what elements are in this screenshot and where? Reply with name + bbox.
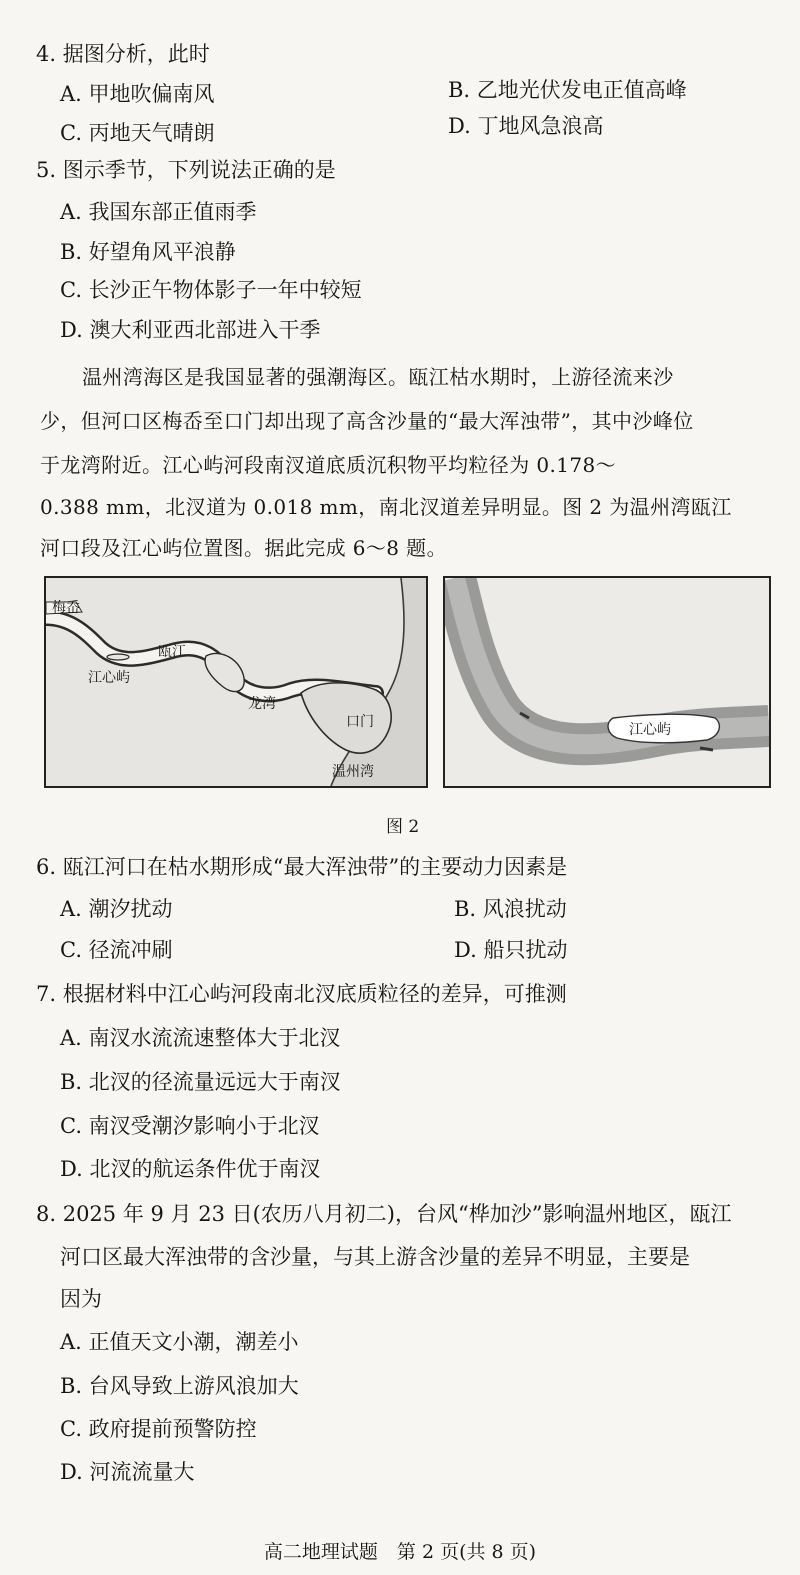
- q5-option-a: A. 我国东部正值雨季: [60, 200, 257, 224]
- q7-option-d: D. 北汊的航运条件优于南汊: [60, 1157, 321, 1181]
- q7-option-b: B. 北汊的径流量远远大于南汊: [60, 1070, 341, 1094]
- q8-option-c: C. 政府提前预警防控: [60, 1417, 257, 1441]
- material-line-5: 河口段及江心屿位置图。据此完成 6～8 题。: [40, 536, 447, 560]
- q4-stem: 4. 据图分析，此时: [36, 42, 210, 66]
- q8-option-a: A. 正值天文小潮，潮差小: [60, 1330, 299, 1354]
- q8-stem-line-2: 河口区最大浑浊带的含沙量，与其上游含沙量的差异不明显，主要是: [60, 1245, 690, 1269]
- label-meiao: 梅岙: [52, 600, 80, 616]
- q5-option-c: C. 长沙正午物体影子一年中较短: [60, 278, 362, 302]
- figure-caption: 图 2: [386, 817, 420, 837]
- q6-option-a: A. 潮汐扰动: [60, 897, 173, 921]
- page-footer: 高二地理试题 第 2 页(共 8 页): [263, 1541, 537, 1563]
- q4-option-a: A. 甲地吹偏南风: [60, 82, 215, 106]
- q4-option-c: C. 丙地天气晴朗: [60, 121, 215, 145]
- label-jiangxinyu-left: 江心屿: [88, 670, 130, 686]
- q6-option-b: B. 风浪扰动: [454, 897, 567, 921]
- label-oujiang: 瓯江: [158, 644, 186, 660]
- q4-option-d: D. 丁地风急浪高: [448, 114, 604, 138]
- q8-stem-line-3: 因为: [60, 1287, 102, 1311]
- q6-option-c: C. 径流冲刷: [60, 938, 173, 962]
- material-line-4: 0.388 mm，北汊道为 0.018 mm，南北汊道差异明显。图 2 为温州湾瓯江: [40, 495, 732, 519]
- q8-option-b: B. 台风导致上游风浪加大: [60, 1374, 299, 1398]
- q7-option-a: A. 南汊水流流速整体大于北汊: [60, 1026, 341, 1050]
- q4-option-b: B. 乙地光伏发电正值高峰: [448, 78, 687, 102]
- label-koumen: 口门: [346, 714, 374, 730]
- figure-left-map: [44, 576, 428, 788]
- material-line-3: 于龙湾附近。江心屿河段南汊道底质沉积物平均粒径为 0.178～: [40, 453, 617, 477]
- river-bend-drawing: [445, 578, 769, 786]
- q7-stem: 7. 根据材料中江心屿河段南北汊底质粒径的差异，可推测: [36, 982, 567, 1006]
- label-jiangxinyu-right: 江心屿: [629, 722, 671, 738]
- label-longwan: 龙湾: [248, 696, 276, 712]
- label-wenzhouwan: 温州湾: [332, 764, 374, 780]
- q7-option-c: C. 南汊受潮汐影响小于北汊: [60, 1114, 320, 1138]
- q5-option-d: D. 澳大利亚西北部进入干季: [60, 318, 321, 342]
- material-line-2: 少，但河口区梅岙至口门却出现了高含沙量的“最大浑浊带”，其中沙峰位: [40, 409, 694, 433]
- q6-stem: 6. 瓯江河口在枯水期形成“最大浑浊带”的主要动力因素是: [36, 855, 568, 879]
- q6-option-d: D. 船只扰动: [454, 938, 568, 962]
- q5-stem: 5. 图示季节，下列说法正确的是: [36, 158, 336, 182]
- q8-option-d: D. 河流流量大: [60, 1460, 195, 1484]
- figure-right-map: [443, 576, 771, 788]
- q8-stem-line-1: 8. 2025 年 9 月 23 日(农历八月初二)，台风“桦加沙”影响温州地区，瓯江: [36, 1202, 732, 1226]
- q5-option-b: B. 好望角风平浪静: [60, 240, 236, 264]
- material-line-1: 温州湾海区是我国显著的强潮海区。瓯江枯水期时，上游径流来沙: [82, 365, 674, 389]
